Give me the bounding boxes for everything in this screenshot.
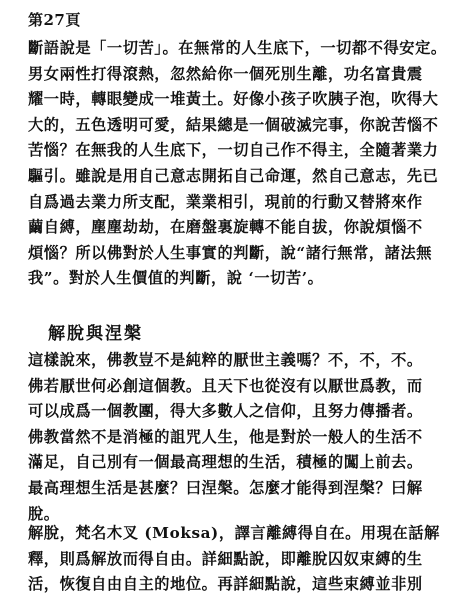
text-line: 滿足，自己別有一個最高理想的生活，積極的闖上前去。 [28, 453, 423, 472]
text-line: 最高理想生活是甚麼？曰涅槃。怎麼才能得到涅槃？曰解 [28, 478, 423, 497]
text-line: 釋，則爲解放而得自由。詳細點說，即離脫囚奴束縛的生 [28, 549, 423, 568]
text-line: 繭自縛，塵塵劫劫，在磨盤裏旋轉不能自拔，你說煩惱不 [28, 218, 423, 237]
text-line: 男女兩性打得滾熱，忽然給你一個死別生離，功名富貴震 [28, 64, 423, 83]
text-line: 驅引。雖說是用自己意志開拓自己命運，然自己意志，先已 [28, 166, 439, 185]
page-number: 第27頁 [28, 11, 81, 29]
text-line: 佛若厭世何必創這個教。且天下也從沒有以厭世爲教，而 [28, 376, 423, 395]
text-line: 活，恢復自由自主的地位。再詳細點說，這些束縛並非別 [28, 575, 423, 594]
text-line: 煩惱？所以佛對於人生事實的判斷，說“諸行無常，諸法無 [28, 243, 433, 262]
paragraph-moksa [28, 521, 440, 598]
paragraph-not-pessimism [28, 348, 428, 527]
text-line: 佛教當然不是消極的詛咒人生，他是對於一般人的生活不 [28, 427, 423, 446]
text-line: 苦惱？在無我的人生底下，一切自己作不得主，全隨著業力 [28, 141, 439, 160]
paragraph-impermanence-suffering [28, 36, 447, 292]
text-line: 可以成爲一個教團，得大多數人之信仰，且努力傳播者。 [28, 402, 423, 421]
text-line: 脫。 [28, 504, 60, 523]
text-line: 自爲過去業力所支配，業業相引，現前的行動又替將來作 [28, 192, 423, 211]
text-line: 斷語說是「一切苦」。在無常的人生底下，一切都不得安定。 [28, 39, 447, 57]
section-heading: 解脫與涅槃 [48, 324, 143, 344]
text-line: 解脫，梵名木叉 (Moksa)，譯言離縛得自在。用現在話解 [28, 524, 440, 542]
text-line: 我”。對於人生價值的判斷，說 ‘一切苦’。 [28, 269, 324, 288]
text-line: 這樣說來，佛教豈不是純粹的厭世主義嗎？不，不，不。 [28, 351, 423, 369]
text-line: 大的，五色透明可愛，結果總是一個破滅完事，你說苦惱不 [28, 115, 439, 134]
text-line: 耀一時，轉眼變成一堆黃土。好像小孩子吹胰子泡，吹得大 [28, 90, 439, 109]
